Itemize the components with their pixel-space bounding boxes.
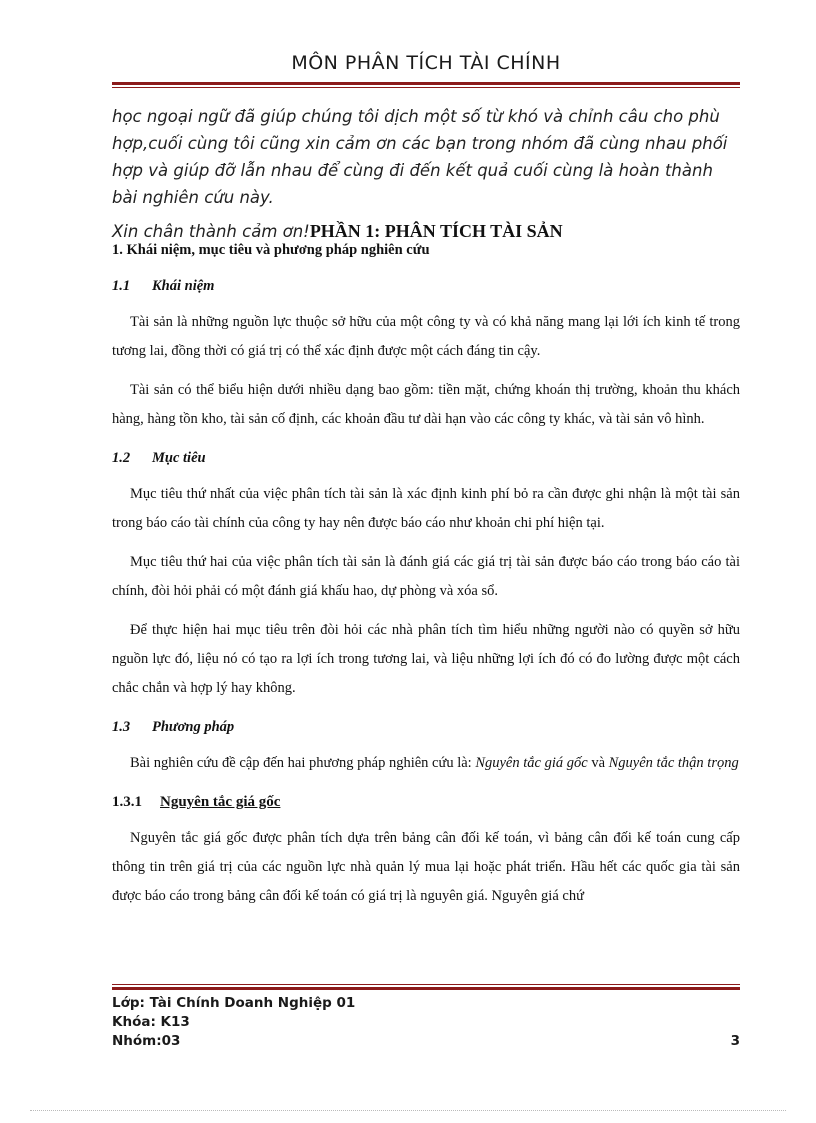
paragraph: Nguyên tắc giá gốc được phân tích dựa trên bảng cân đối kế toán, vì bảng cân đối kế toán cung cấp thông tin trên giá trị của các nguồn lực nhà quản lý mua lại hoặc phát triển. Hầu hết các quốc gia tài sản được báo cáo trong bảng cân đối kế toán có giá trị là nguyên giá. Nguyên giá chứ — [112, 830, 740, 904]
paragraph-text: và — [587, 755, 609, 771]
page-number: 3 — [730, 1033, 740, 1049]
paragraph: Tài sản là những nguồn lực thuộc sở hữu của một công ty và có khả năng mang lại lới ích kinh tế trong tương lai, đồng thời có giá trị có thể xác định được một cách đáng tin cậy. — [112, 314, 740, 359]
paragraph: Mục tiêu thứ nhất của việc phân tích tài sản là xác định kinh phí bỏ ra cần được ghi nhận là một tài sản trong báo cáo tài chính của công ty hay nên được báo cáo như khoản chi phí hiện tại. — [112, 486, 740, 531]
paragraph: Tài sản có thể biểu hiện dưới nhiều dạng bao gồm: tiền mặt, chứng khoán thị trường, khoản thu khách hàng, hàng tồn kho, tài sản cố định, các khoản đầu tư dài hạn vào các công ty khác, và tài sản vô hình. — [112, 382, 740, 427]
footer-group: Nhóm:03 — [112, 1033, 181, 1049]
section-title: Nguyên tắc giá gốc — [160, 794, 281, 810]
part-heading: PHẦN 1: PHÂN TÍCH TÀI SẢN — [309, 221, 563, 241]
intro-paragraph: học ngoại ngữ đã giúp chúng tôi dịch một số từ khó và chỉnh câu cho phù hợp,cuối cùng tôi cũng xin cảm ơn các bạn trong nhóm đã cùng nhau phối hợp và giúp đỡ lẫn nhau để cùng đi đến kết quả cuối cùng là hoàn thành bài nghiên cứu này. — [112, 107, 728, 207]
document-body — [112, 236, 740, 921]
paragraph — [112, 749, 740, 778]
paragraph: Mục tiêu thứ hai của việc phân tích tài sản là đánh giá các giá trị tài sản được báo cáo trong báo cáo tài chính, đòi hỏi phải có một đánh giá khấu hao, dự phòng và xóa sổ. — [112, 554, 740, 599]
section-1-2-heading — [112, 444, 740, 480]
method-name: Nguyên tắc giá gốc — [475, 755, 588, 771]
page-footer — [112, 994, 740, 1051]
page-bottom-divider — [30, 1110, 786, 1111]
page-header-title: MÔN PHÂN TÍCH TÀI CHÍNH — [291, 52, 561, 74]
section-title: Mục tiêu — [152, 450, 206, 466]
method-name: Nguyên tắc thận trọng — [608, 755, 739, 771]
section-number: 1.3.1 — [112, 794, 142, 810]
section-number: 1.1 — [112, 278, 131, 294]
section-number: 1.2 — [112, 450, 131, 466]
intro-block — [112, 103, 740, 245]
section-1-3-heading — [112, 713, 740, 749]
section-1-1-heading — [112, 272, 740, 308]
footer-course: Khóa: K13 — [112, 1014, 190, 1030]
paragraph-text: Bài nghiên cứu đề cập đến hai phương pháp nghiên cứu là: — [130, 755, 476, 771]
section-1-3-1-heading — [112, 788, 740, 824]
paragraph: Để thực hiện hai mục tiêu trên đòi hỏi các nhà phân tích tìm hiểu những người nào có quyền sở hữu nguồn lực đó, liệu nó có tạo ra lợi ích trong tương lai, và liệu những lợi ích đó có đo lường được một cách chắc chắn và hợp lý hay không. — [112, 622, 740, 696]
thanks-text: Xin chân thành cảm ơn! — [112, 222, 310, 241]
section-title: Khái niệm — [152, 278, 215, 294]
footer-rule — [112, 984, 740, 990]
header-rule — [112, 82, 740, 88]
section-number: 1.3 — [112, 719, 131, 735]
section-title: Phương pháp — [152, 719, 235, 735]
footer-class: Lớp: Tài Chính Doanh Nghiệp 01 — [112, 995, 356, 1011]
section-1-heading: 1. Khái niệm, mục tiêu và phương pháp nghiên cứu — [112, 242, 430, 258]
